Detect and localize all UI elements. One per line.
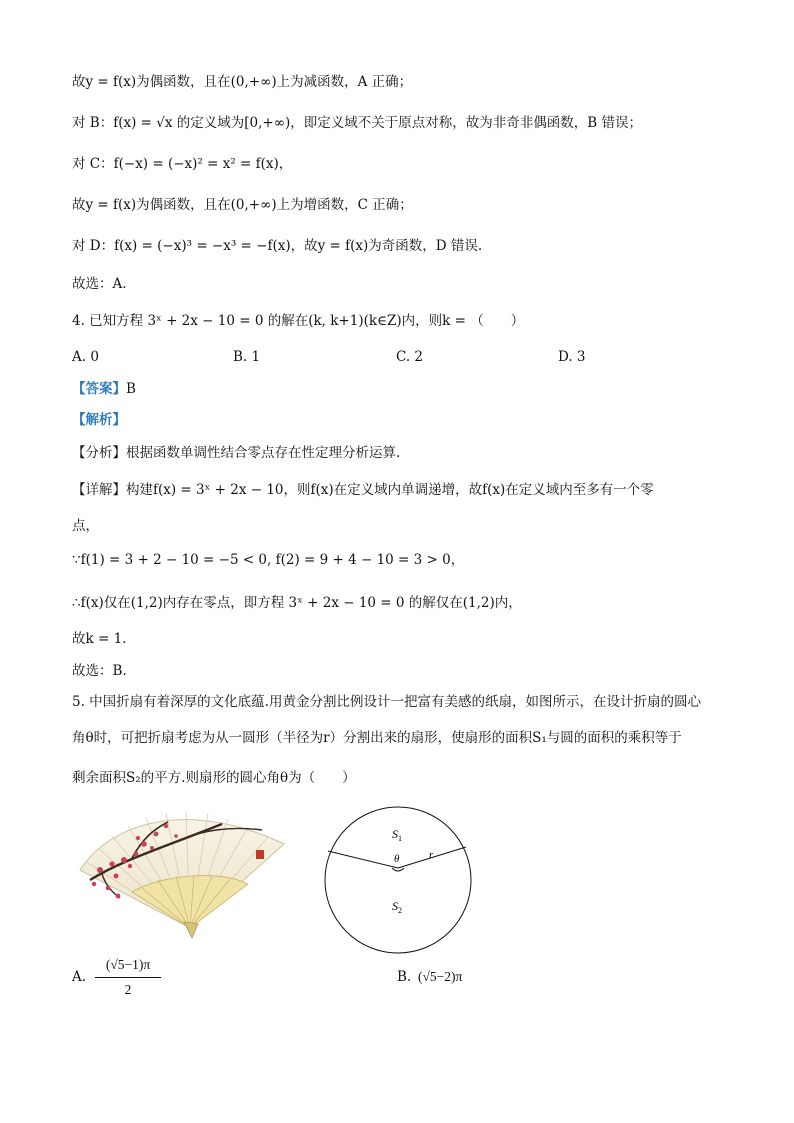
jiexi-tag: 【解析】	[72, 412, 126, 428]
solution-line-4: 故y = f(x)为偶函数，且在(0,+∞)上为增函数，C 正确；	[72, 197, 413, 213]
q5-option-b-label: B.	[397, 969, 412, 985]
folding-fan-image	[72, 800, 292, 940]
radius-left	[328, 851, 398, 868]
q4-option-b: B. 1	[233, 349, 261, 365]
xiangjie-line-5: 故k = 1.	[72, 631, 127, 647]
xiangjie-line-1	[72, 480, 654, 500]
label-s1-letter: S	[392, 827, 398, 841]
label-s2-letter: S	[392, 899, 398, 913]
q5-option-a-label: A.	[72, 969, 87, 985]
solution-line-5: 对 D：f(x) = (−x)³ = −x³ = −f(x)，故y = f(x)为奇函数，D 错误.	[72, 238, 483, 254]
circle-outline	[325, 807, 471, 953]
answer-tag: 【答案】	[72, 381, 126, 397]
fenxi-line	[72, 443, 400, 463]
xiangjie-line-3: ∵f(1) = 3 + 2 − 10 = −5 < 0, f(2) = 9 + 4 − 10 = 3 > 0，	[72, 552, 465, 568]
xiangjie-tag: 【详解】	[72, 482, 126, 498]
q5-option-a-denominator: 2	[124, 982, 132, 997]
xiangjie-line-2: 点，	[72, 518, 99, 534]
label-s1	[392, 827, 402, 843]
choose-line: 故选：A.	[72, 276, 127, 292]
label-s2	[392, 899, 402, 915]
xiangjie-line-4: ∴f(x)仅在(1,2)内存在零点，即方程 3ˣ + 2x − 10 = 0 的解仅在(1,2)内，	[72, 595, 522, 611]
label-r: r	[429, 849, 434, 861]
q5-option-b-value: (√5−2)π	[418, 969, 463, 984]
jiexi-line	[72, 410, 126, 430]
answer-value: B	[126, 381, 136, 397]
q4-choose-line: 故选：B.	[72, 663, 127, 679]
question-4-stem: 4. 已知方程 3ˣ + 2x − 10 = 0 的解在(k, k+1)(k∈Z)内，则k = （ ）	[72, 313, 525, 329]
label-theta: θ	[394, 853, 400, 865]
q5-option-a-numerator: (√5−1)π	[95, 955, 161, 978]
fenxi-text: 根据函数单调性结合零点存在性定理分析运算.	[126, 445, 401, 461]
q4-option-d: D. 3	[558, 349, 586, 365]
answer-line	[72, 379, 136, 399]
sector-diagram	[320, 806, 490, 958]
question-5-stem-2: 角θ时，可把折扇考虑为从一圆形（半径为r）分割出来的扇形，使扇形的面积S₁与圆的面积的乘积等于	[72, 730, 682, 746]
angle-arc	[392, 868, 404, 871]
question-5-stem-3: 剩余面积S₂的平方.则扇形的圆心角θ为（ ）	[72, 770, 356, 786]
label-s1-sub: 1	[398, 834, 402, 843]
q4-option-c: C. 2	[396, 349, 424, 365]
q5-option-a-fraction	[95, 955, 161, 1000]
solution-line-3: 对 C：f(−x) = (−x)² = x² = f(x)，	[72, 156, 293, 172]
q4-option-a: A. 0	[72, 349, 99, 365]
xiangjie-text-1: 构建f(x) = 3ˣ + 2x − 10，则f(x)在定义域内单调递增，故f(x)在定义域内至多有一个零	[126, 482, 654, 498]
fenxi-tag: 【分析】	[72, 445, 126, 461]
question-5-stem-1: 5. 中国折扇有着深厚的文化底蕴.用黄金分割比例设计一把富有美感的纸扇，如图所示，在设计折扇的圆心	[72, 694, 701, 710]
solution-line-1: 故y = f(x)为偶函数，且在(0,+∞)上为减函数，A 正确；	[72, 74, 413, 90]
solution-line-2: 对 B：f(x) = √x 的定义域为[0,+∞)，即定义域不关于原点对称，故为非奇非偶函数，B 错误；	[72, 115, 642, 131]
label-s2-sub: 2	[398, 906, 402, 915]
